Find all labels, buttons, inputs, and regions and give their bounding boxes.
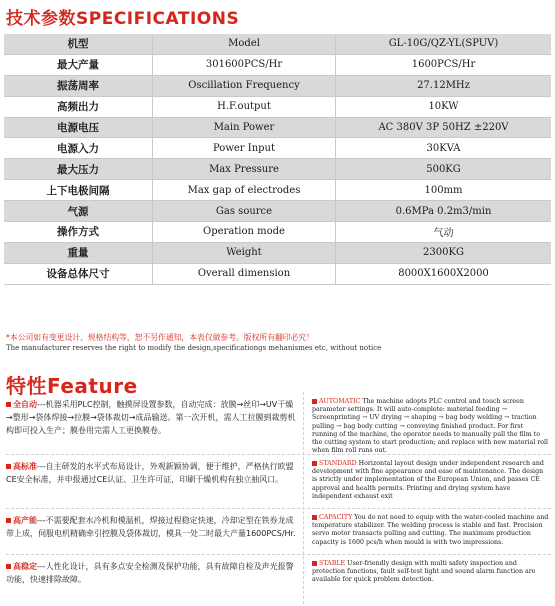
feature-text-en [312,460,550,501]
feature-body-cn: ---人性化设计，具有多点安全检测及保护功能，具有故障自检及声光报警功能，快速排除故障。 [6,562,294,584]
spec-row [4,96,551,117]
spec-value: 2300KG [336,242,552,263]
spec-value: 8000X1600X2000 [336,263,552,284]
spec-row [4,201,551,222]
feature-text-cn [6,398,296,437]
bullet-icon [312,461,317,466]
feature-separator [6,508,551,509]
feature-label-en: STANDARD [319,460,357,467]
spec-label-en: Operation mode [153,222,336,243]
spec-label-en: Max Pressure [153,159,336,180]
spec-value: 100mm [336,180,552,201]
spec-row [4,222,551,243]
spec-row [4,180,551,201]
spec-row [4,117,551,138]
bullet-icon [6,464,11,469]
spec-value: 0.6MPa 0.2m3/min [336,201,552,222]
feature-label-cn: 高稳定 [13,562,37,571]
bullet-icon [6,518,11,523]
spec-value: 30KVA [336,138,552,159]
spec-label-en: Weight [153,242,336,263]
spec-label-en: Oscillation Frequency [153,75,336,96]
spec-label-cn: 振荡周率 [4,75,153,96]
feature-text-cn [6,514,296,540]
spec-value: 500KG [336,159,552,180]
notice-english: The manufacturer reserves the right to modify the design,specificationgs mehanismes etc, without notice [6,344,382,352]
feature-title: 特性Feature [6,374,138,398]
bullet-icon [6,402,11,407]
spec-label-en: Model [153,34,336,54]
spec-row [4,34,551,54]
notice-chinese: *本公司如有变更设计、规格结构等，恕不另作通知，本表仅做参考。版权所有翻印必究！ [6,333,314,342]
spec-label-cn: 设备总体尺寸 [4,263,153,284]
feature-separator [6,554,551,555]
bullet-icon [312,515,317,520]
feature-label-cn: 高产能 [13,516,37,525]
spec-label-cn: 最大产量 [4,54,153,75]
spec-label-cn: 机型 [4,34,153,54]
spec-label-cn: 电源入力 [4,138,153,159]
spec-row [4,242,551,263]
spec-row [4,138,551,159]
feature-label-en: STABLE [319,560,346,567]
spec-label-en: 301600PCS/Hr [153,54,336,75]
spec-label-en: Main Power [153,117,336,138]
spec-value: GL-10G/QZ-YL(SPUV) [336,34,552,54]
feature-label-cn: 全自动 [13,400,37,409]
column-divider [303,392,304,604]
spec-row [4,54,551,75]
feature-label-cn: 高标准 [13,462,37,471]
feature-label-en: CAPACITY [319,514,353,521]
feature-text-en [312,398,550,455]
spec-label-cn: 气源 [4,201,153,222]
feature-text-en [312,560,550,585]
spec-label-en: Overall dimension [153,263,336,284]
feature-body-cn: ---自主研发的水平式布局设计，外观新颖协调，便于维护，严格执行欧盟CE安全标准，并申报通过CE认证、卫生许可证，印刷干燥机构有独立抽风口。 [6,462,294,484]
spec-label-en: H.F.output [153,96,336,117]
feature-label-en: AUTOMATIC [319,398,361,405]
bullet-icon [6,564,11,569]
feature-body-en: User-friendly design with multi safety inspection and protection functions, fault self-test light and sound alarm function are available for quick problem detection. [312,560,536,584]
spec-label-cn: 重量 [4,242,153,263]
spec-row [4,263,551,284]
feature-body-en: The machine adopts PLC control and touch screen parameter settings. It will auto-complete: material feeding → Screenprinting → UV drying → shaping → bag body welding → traction pulling → bag body cutting → conveying finished product. For first running of the machine, the operator needs to manually pull the film to the cutting system to start production; and replace with new material roll when film roll runs out. [312,398,549,455]
feature-separator [6,454,551,455]
spec-label-en: Gas source [153,201,336,222]
spec-label-cn: 电源电压 [4,117,153,138]
bullet-icon [312,399,317,404]
feature-body-cn: ---机器采用PLC控制，触摸屏设置参数，自动完成：放膜→丝印→UV干燥→整形→袋体焊接→拉膜→袋体裁切→成品输送。第一次开机，需人工拉膜到裁剪机构即可投入生产；膜卷用完需人工更换膜卷。 [6,400,296,435]
spec-value: 27.12MHz [336,75,552,96]
spec-row [4,75,551,96]
spec-label-en: Max gap of electrodes [153,180,336,201]
feature-body-cn: ---不需要配套水冷机和模温机，焊接过程稳定快速，冷却定型在铁券龙成带上成，伺服电机精确牵引控膜及袋体裁切，模具一处二时最大产量1600PCS/Hr. [6,516,296,538]
spec-row [4,159,551,180]
feature-text-en [312,514,550,547]
specifications-table [4,34,551,285]
spec-label-cn: 操作方式 [4,222,153,243]
spec-label-en: Power Input [153,138,336,159]
bullet-icon [312,561,317,566]
feature-body-en: Horizontal layout design under independent research and development with fine appearance and ease of maintenance. The design is strictly under implementation of the European Union, and passes CE approval and health permits. Printing and drying system have independent exhaust exit [312,460,544,500]
feature-body-en: You do not need to equip with the water-cooled machine and temperature stabilizer. The welding process is stable and fast. Precision servo motor transacts pulling and cutting. The maximum production capacity is 1600 pcs/h when mould is with two impressions. [312,514,549,546]
spec-label-cn: 最大压力 [4,159,153,180]
spec-value: AC 380V 3P 50HZ ±220V [336,117,552,138]
feature-text-cn [6,560,296,586]
spec-value: 气动 [336,222,552,243]
spec-label-cn: 上下电极间隔 [4,180,153,201]
feature-text-cn [6,460,296,486]
spec-value: 10KW [336,96,552,117]
spec-label-cn: 高频出力 [4,96,153,117]
specifications-title: 技术参数SPECIFICATIONS [6,9,240,29]
spec-value: 1600PCS/Hr [336,54,552,75]
